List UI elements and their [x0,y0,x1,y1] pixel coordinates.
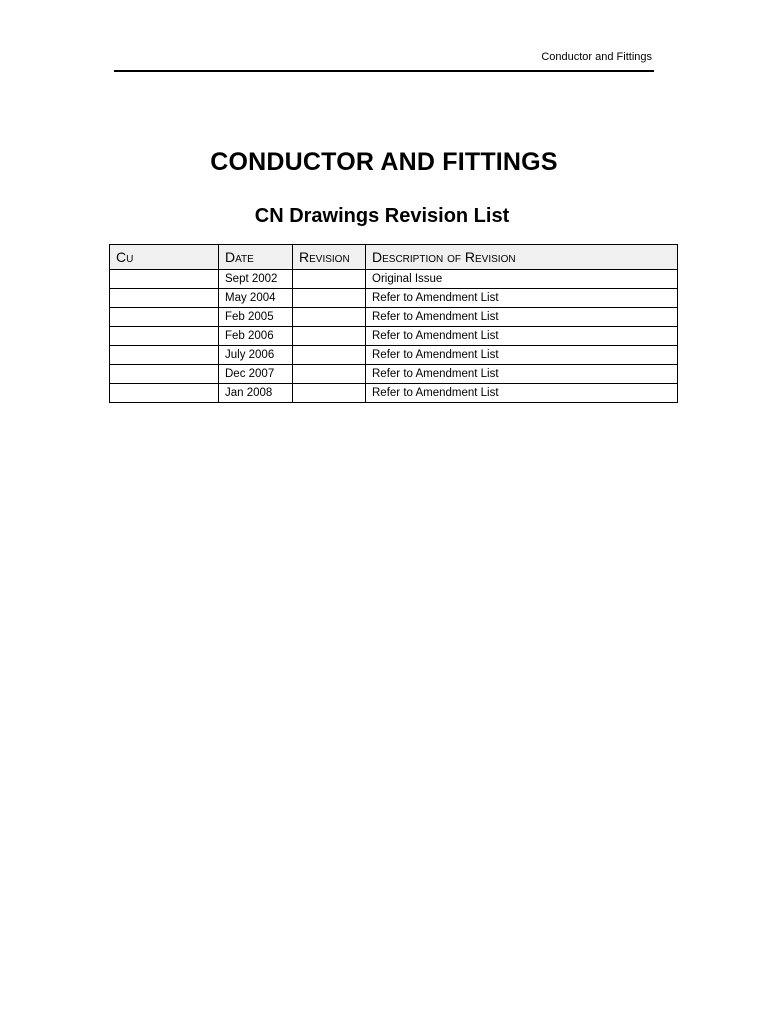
description-cell: Refer to Amendment List [366,365,678,384]
column-header-date: Date [219,245,293,270]
running-header [114,48,654,72]
table-row [110,384,678,403]
description-cell: Original Issue [366,270,678,289]
cu-cell [110,384,219,403]
date-cell: Feb 2005 [219,308,293,327]
date-cell: May 2004 [219,289,293,308]
revision-cell [293,384,366,403]
date-cell: July 2006 [219,346,293,365]
description-cell: Refer to Amendment List [366,346,678,365]
revision-cell [293,308,366,327]
description-cell: Refer to Amendment List [366,327,678,346]
cu-cell [110,327,219,346]
cu-cell [110,289,219,308]
table-header-row [110,245,678,270]
description-cell: Refer to Amendment List [366,308,678,327]
page-title: CONDUCTOR AND FITTINGS [210,148,558,176]
cu-cell [110,270,219,289]
revision-cell [293,270,366,289]
page-subtitle: CN Drawings Revision List [254,205,510,227]
cu-cell [110,346,219,365]
cu-cell [110,308,219,327]
revision-table [109,244,678,403]
column-header-cu: Cu [110,245,219,270]
cu-cell [110,365,219,384]
date-cell: Dec 2007 [219,365,293,384]
date-cell: Feb 2006 [219,327,293,346]
revision-cell [293,289,366,308]
table-row [110,270,678,289]
table-row [110,289,678,308]
table-row [110,308,678,327]
revision-cell [293,365,366,384]
column-header-description: Description of Revision [366,245,678,270]
revision-cell [293,346,366,365]
description-cell: Refer to Amendment List [366,384,678,403]
date-cell: Sept 2002 [219,270,293,289]
description-cell: Refer to Amendment List [366,289,678,308]
column-header-revision: Revision [293,245,366,270]
table-row [110,365,678,384]
running-header-text: Conductor and Fittings [541,51,652,63]
table-row [110,346,678,365]
revision-cell [293,327,366,346]
table-row [110,327,678,346]
date-cell: Jan 2008 [219,384,293,403]
